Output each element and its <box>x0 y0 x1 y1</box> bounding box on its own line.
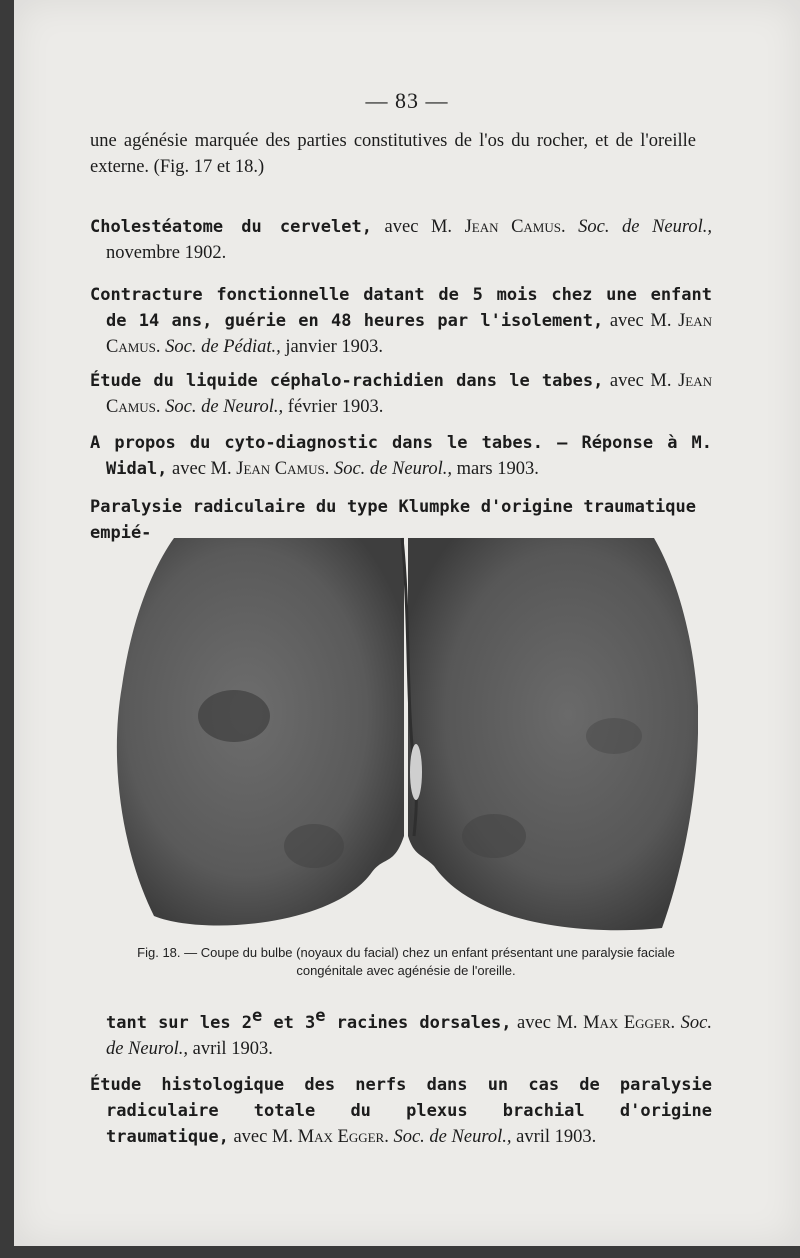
entry-title-part1: Paralysie radiculaire du type Klumpke d'origine traumatique empié- <box>90 497 696 543</box>
entry-journal: Soc. de Neurol., <box>106 1013 713 1059</box>
entry-date: avril 1903. <box>516 1127 597 1147</box>
entry-author: Jean Camus. <box>464 217 566 237</box>
bibliography-entry-3 <box>90 368 712 420</box>
page <box>14 0 800 1246</box>
central-canal <box>410 744 422 800</box>
entry-title: Étude du liquide céphalo-rachidien dans le tabes, <box>90 371 604 391</box>
entry-journal: Soc. de Neurol., <box>393 1127 512 1147</box>
right-facial-nucleus <box>462 814 526 858</box>
bibliography-entry-2 <box>90 282 712 360</box>
entry-date: janvier 1903. <box>285 337 383 357</box>
entry-author: Jean Camus. <box>106 311 713 357</box>
entry-title: Étude histologique des nerfs dans un cas de paralysie radiculaire totale du plexus brachial d'origine traumatique, <box>90 1075 712 1147</box>
entry-title-part2c: racines dorsales, <box>325 1013 512 1033</box>
entry-date: février 1903. <box>287 397 384 417</box>
entry-with: avec M. <box>609 311 672 331</box>
entry-title-part2b: et 3 <box>262 1013 316 1033</box>
page-number: — 83 — <box>365 88 449 113</box>
brainstem-section-photo <box>114 536 698 932</box>
entry-author: Max Egger. <box>297 1127 389 1147</box>
entry-title: Contracture fonctionnelle datant de 5 mois chez une enfant de 14 ans, guérie en 48 heures par l'isolement, <box>90 285 712 331</box>
entry-journal: Soc. de Pédiat., <box>165 337 281 357</box>
entry-author: Jean Camus. <box>236 459 330 479</box>
entry-with: avec M. <box>233 1127 294 1147</box>
figure-18-plate <box>114 536 698 932</box>
entry-journal: Soc. de Neurol., <box>165 397 284 417</box>
entry-journal: Soc. de Neurol., <box>333 459 452 479</box>
entry-title-part2a: tant sur les 2 <box>106 1013 252 1033</box>
left-nucleus <box>198 690 270 742</box>
entry-title: Cholestéatome du cervelet, <box>90 217 372 237</box>
bibliography-entry-4 <box>90 430 712 482</box>
ordinal-superscript: e <box>315 1005 326 1026</box>
entry-date: novembre 1902. <box>106 243 227 263</box>
entry-with: avec M. <box>609 371 672 391</box>
entry-author: Jean Camus. <box>106 371 712 417</box>
entry-with: avec M. <box>517 1013 578 1033</box>
intro-paragraph: une agénésie marquée des parties constitutives de l'os du rocher, et de l'oreille externe. (Fig. 17 et 18.) <box>90 131 696 177</box>
right-nucleus <box>586 718 642 754</box>
entry-date: avril 1903. <box>192 1039 273 1059</box>
entry-date: mars 1903. <box>456 459 539 479</box>
ordinal-superscript: e <box>252 1005 263 1026</box>
entry-with: avec M. <box>384 217 453 237</box>
bibliography-entry-6 <box>90 1072 712 1150</box>
left-facial-nucleus <box>284 824 344 868</box>
entry-title: A propos du cyto-diagnostic dans le tabes. — Réponse à M. Widal, <box>90 433 712 479</box>
bibliography-entry-1 <box>90 214 712 266</box>
right-half <box>408 538 698 930</box>
entry-journal: Soc. de Neurol., <box>578 217 713 237</box>
figure-caption: Fig. 18. — Coupe du bulbe (noyaux du facial) chez un enfant présentant une paralysie faciale congénitale avec agénésie de l'oreille. <box>137 945 675 978</box>
entry-author: Max Egger. <box>583 1013 676 1033</box>
entry-with: avec M. <box>172 459 232 479</box>
bibliography-entry-5-end <box>90 1005 713 1062</box>
